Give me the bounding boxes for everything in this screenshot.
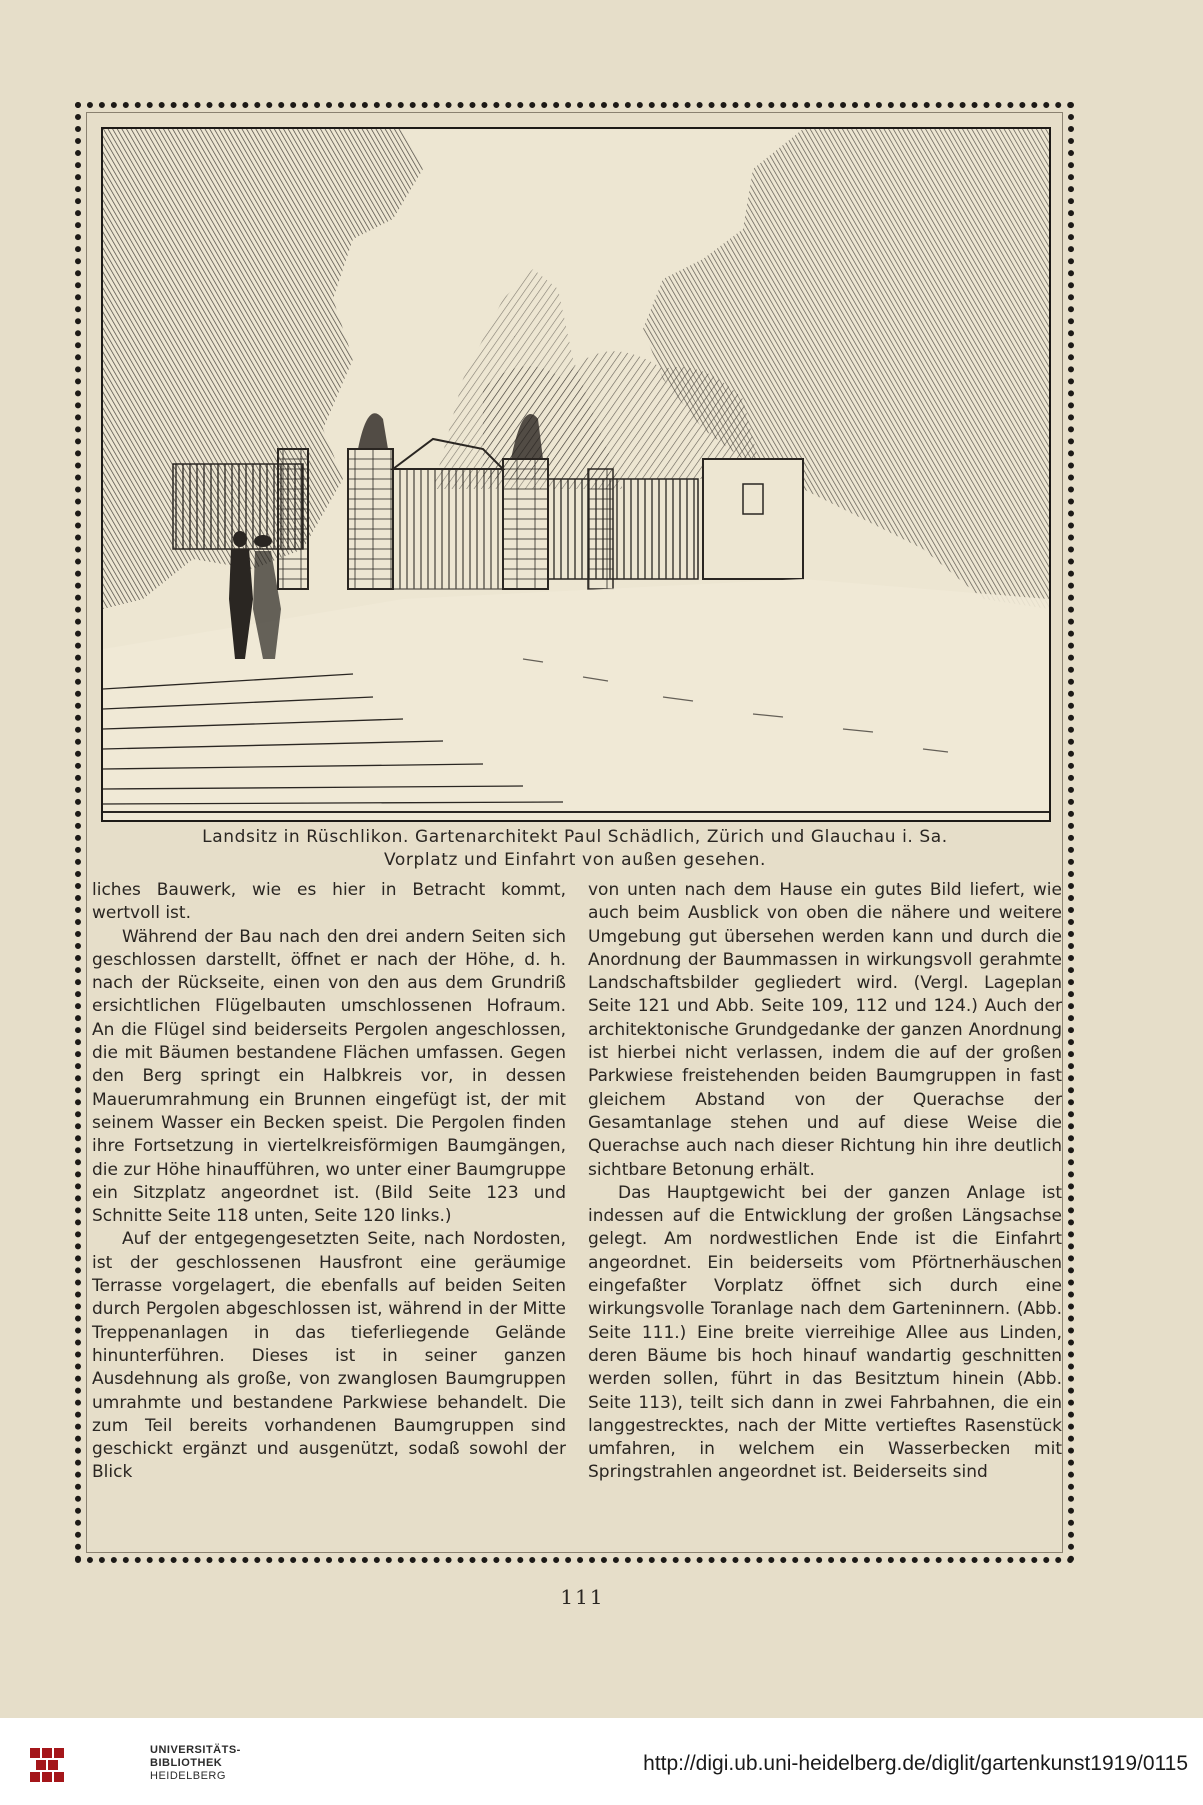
left-pillar <box>278 449 308 589</box>
library-name-line-1: UNIVERSITÄTS- <box>150 1744 241 1756</box>
right-pillar <box>588 469 613 589</box>
library-name <box>150 1744 241 1783</box>
paragraph: Das Hauptgewicht bei der ganzen Anlage ist indessen auf die Entwicklung der großen Längsachse gelegt. Am nordwestlichen Ende ist die Einfahrt angeordnet. Ein beiderseits vom Pförtnerhäuschen eingefaßter Vorplatz öffnet sich durch eine wirkungsvolle Toranlage nach dem Garteninnern. (Abb. Seite 111.) Eine breite vierreihige Allee aus Linden, deren Bäume bis hoch hinauf wandartig geschnitten werden sollen, führt in das Besitztum hinein (Abb. Seite 113), teilt sich dann in zwei Fahrbahnen, die ein langgestrecktes, nach der Mitte vertieftes Rasenstück umfahren, in welchem ein Wasserbecken mit Springstrahlen angeordnet ist. Beiderseits sind <box>588 1182 1062 1483</box>
library-name-line-3: HEIDELBERG <box>150 1770 226 1782</box>
gate-pillar-right <box>503 459 548 589</box>
paragraph: von unten nach dem Hause ein gutes Bild liefert, wie auch beim Ausblick von oben die nähere und weitere Umgebung gut übersehen werden kann und durch die Anordnung der Baummassen in wirkungsvoll gerahmte Landschaftsbilder gegliedert wird. (Vergl. Lageplan Seite 121 und Abb. Seite 109, 112 und 124.) Auch der architektonische Grundgedanke der ganzen Anordnung ist hierbei nicht verlassen, indem die auf der großen Parkwiese freistehenden beiden Baumgruppen in fast gleichem Abstand von der Querachse der Gesamtanlage stehen und auf diese Weise die Querachse auch nach dieser Richtung hin ihre deutlich sichtbare Betonung erhält. <box>588 880 1062 1180</box>
paragraph: liches Bauwerk, wie es hier in Betracht kommt, wertvoll ist. <box>92 880 566 924</box>
page-number: 111 <box>560 1585 605 1609</box>
figure-caption <box>90 826 1060 872</box>
right-fence <box>548 479 698 579</box>
university-library-logo-icon <box>30 1740 148 1796</box>
central-gate <box>393 469 503 589</box>
paragraph: Auf der entgegengesetzten Seite, nach Nordosten, ist der geschlossenen Hausfront eine geräumige Terrasse vorgelagert, die ebenfalls auf beiden Seiten durch Pergolen abgeschlossen ist, während in der Mitte Treppenanlagen in das tieferliegende Gelände hinunterführen. Dieses ist in seiner ganzen Ausdehnung als große, von zwanglosen Baumgruppen umrahmte und bestandene Parkwiese behandelt. Die zum Teil bereits vorhandenen Baumgruppen sind geschickt ergänzt und ausgenützt, sodaß sowohl der Blick <box>92 1229 566 1483</box>
caption-line-2: Vorplatz und Einfahrt von außen gesehen. <box>384 850 766 870</box>
gate-pillar-left <box>348 449 393 589</box>
right-text-column <box>588 879 1062 1485</box>
landscape-illustration <box>101 127 1051 822</box>
library-name-line-2: BIBLIOTHEK <box>150 1757 223 1769</box>
left-text-column <box>92 879 566 1485</box>
paragraph: Während der Bau nach den drei andern Seiten sich geschlossen darstellt, öffnet er nach der Höhe, d. h. nach der Rückseite, einen von den aus dem Grundriß ersichtlichen Flügelbauten umschlossenen Hofraum. An die Flügel sind beiderseits Pergolen angeschlossen, die mit Bäumen bestandene Flächen umfassen. Gegen den Berg springt ein Halbkreis vor, in dessen Mauerumrahmung ein Brunnen eingefügt ist, der mit seinem Wasser ein Becken speist. Die Pergolen finden ihre Fortsetzung in viertelkreisförmigen Baumgängen, die zur Höhe hinaufführen, wo unter einer Baumgruppe ein Sitzplatz angeordnet ist. (Bild Seite 123 und Schnitte Seite 118 unten, Seite 120 links.) <box>92 926 566 1227</box>
caption-line-1: Landsitz in Rüschlikon. Gartenarchitekt Paul Schädlich, Zürich und Glauchau i. Sa. <box>202 827 948 847</box>
permalink-url[interactable]: http://digi.ub.uni-heidelberg.de/diglit/gartenkunst1919/0115 <box>643 1752 1188 1775</box>
gatehouse <box>703 459 803 579</box>
